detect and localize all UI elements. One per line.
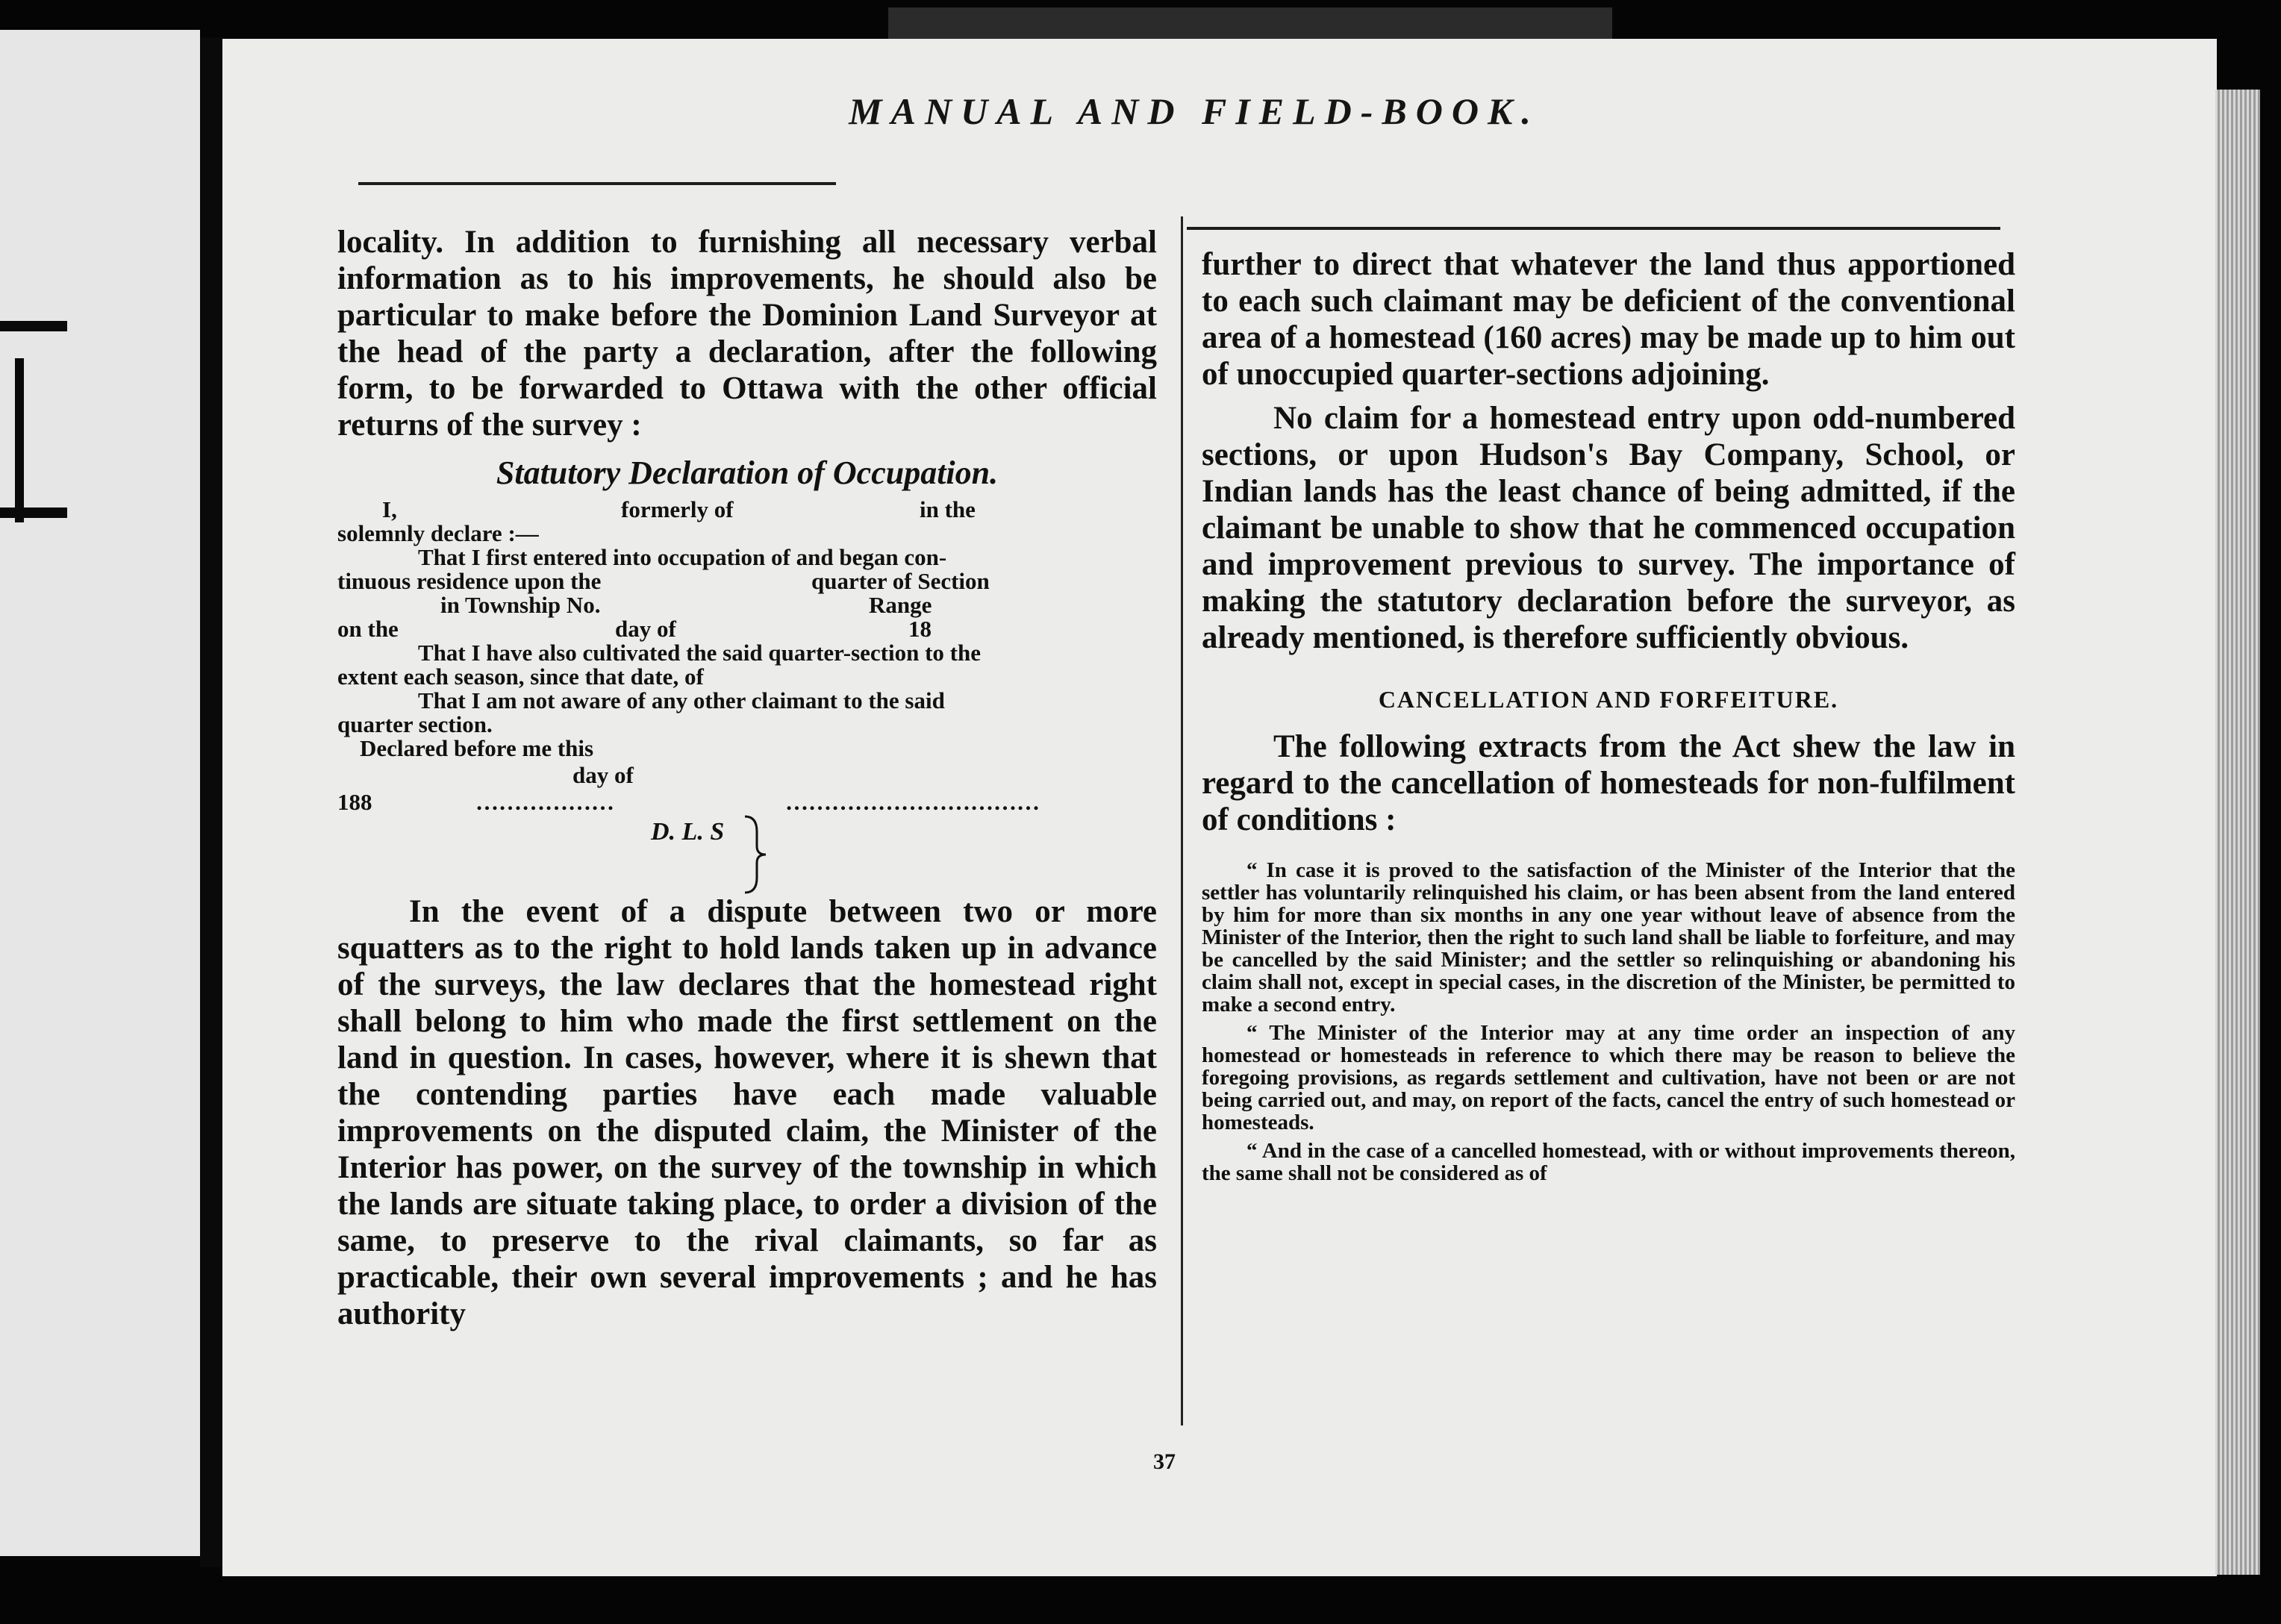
column-divider [1181,216,1183,1425]
form-title: Statutory Declaration of Occupation. [496,455,999,491]
page-number: 37 [1153,1449,1176,1474]
form-text: tinuous residence upon the [337,568,602,594]
form-text: That I have also cultivated the said quarter-section to the [418,640,982,666]
act-quote: “ The Minister of the Interior may at any time order an inspection of any homestead or homesteads in reference to which there may be reason to believe the foregoing provisions, as regards settlement and cultivation, have not been or are not being carried out, and may, on report of the facts, cancel the entry of such homestead or homesteads. [1202,1021,2015,1134]
form-brace [740,813,770,896]
facing-page-rule [15,358,24,522]
continuation-paragraph: further to direct that whatever the land thus apportioned to each such claimant may be deficient of the conventional area of a homestead (160 acres) may be made up to him out of unoccupied quarter-sections adjoining. [1202,247,2015,392]
no-claim-paragraph: No claim for a homestead entry upon odd-numbered sections, or upon Hudson's Bay Company, School, or Indian lands has the least chance of being admitted, if the claimant be unable to show that he commenced occupation and improvement previous to survey. The importance of making the statutory declaration before the surveyor, as already mentioned, is therefore sufficiently obvious. [1202,401,2015,655]
form-dots: ……………… [475,789,614,815]
form-text: on the [337,616,399,642]
form-text: quarter of Section [811,568,990,594]
declaration-form [337,498,1157,850]
form-text: formerly of [621,496,734,522]
section-heading: CANCELLATION AND FORFEITURE. [1378,686,1839,713]
form-text: Declared before me this [360,735,594,761]
dispute-paragraph: In the event of a dispute between two or more squatters as to the right to hold lands taken up in advance of the surveys, the law declares that the homestead right shall belong to him who made the first settlement on the land in question. In cases, however, where it is shewn that the contending parties have each made valuable improvements on the disputed claim, the Minister of the Interior has power, on the survey of the township in which the lands are situate taking place, to order a division of the same, to preserve to the rival claimants, so far as practicable, their own several improvements ; and he has authority [337,894,1157,1331]
form-dots: …………………………… [785,789,1040,815]
form-text: That I first entered into occupation of and began con- [418,544,947,570]
form-text: That I am not aware of any other claimant to the said [418,687,945,713]
form-signature-label: D. L. S [651,818,725,846]
running-header: MANUAL AND FIELD-BOOK. [849,90,1540,132]
form-text: day of [572,762,634,788]
form-text: solemnly declare :— [337,520,539,546]
extracts-intro-paragraph: The following extracts from the Act shew the law in regard to the cancellation of homesteads for non-fulfilment of conditions : [1202,729,2015,837]
header-rule-left [358,182,836,185]
act-quote: “ In case it is proved to the satisfaction of the Minister of the Interior that the settler has voluntarily relinquished his claim, or has been absent from the land entered by him for more than six months in any one year without leave of absence from the Minister of the Interior, then the right to such land shall be liable to forfeiture, and may be cancelled by the said Minister; and the settler so relinquishing or abandoning his claim shall not, except in special cases, in the discretion of the Minister, be permitted to make a second entry. [1202,858,2015,1016]
form-text: in the [920,496,976,522]
right-column [1202,246,2015,1184]
book-gutter [200,37,222,1567]
facing-page-rule [0,508,67,518]
left-column [337,224,1157,1332]
facing-page-rule [0,321,67,331]
form-text: day of [615,616,676,642]
form-text: in Township No. [440,592,601,618]
form-text: 18 [908,616,932,642]
form-text: extent each season, since that date, of [337,663,704,690]
act-quote: “ And in the case of a cancelled homestead, with or without improvements thereon, the same shall not be considered as of [1202,1139,2015,1185]
form-text: Range [869,592,932,618]
facing-page-fragment [0,30,200,1556]
form-text: I, [382,496,397,522]
page-edges [2215,90,2260,1575]
form-text: quarter section. [337,711,493,737]
header-rule-right [1187,227,2000,230]
form-text: 188 [337,789,372,815]
intro-paragraph: locality. In addition to furnishing all necessary verbal information as to his improvements, he should also be particular to make before the Dominion Land Surveyor at the head of the party a declaration, after the following form, to be forwarded to Ottawa with the other official returns of the survey : [337,225,1157,443]
